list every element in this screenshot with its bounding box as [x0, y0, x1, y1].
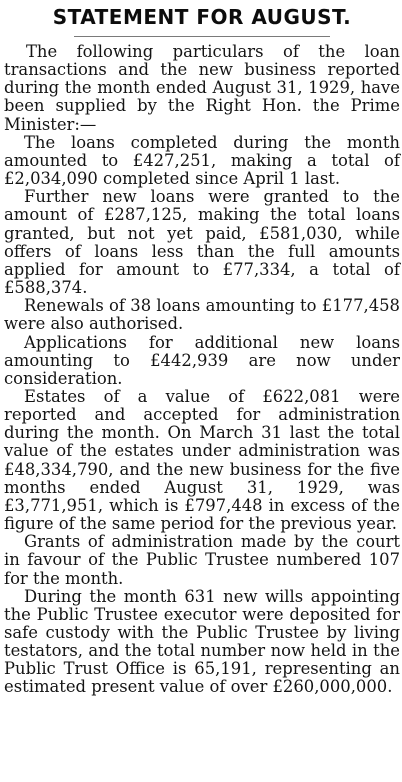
paragraph-renewals: Renewals of 38 loans amounting to £177,458 were also authorised.: [4, 296, 400, 334]
paragraph-wills: During the month 631 new wills appointing the Public Trustee executor were deposited for safe custody with the Public Trustee by living testators, and the total number now held in the Public Trust Office is 65,191, representing an estimated present value of over £260,000,000.: [4, 586, 400, 697]
headline-divider: [74, 36, 330, 37]
paragraph-new-loans: Further new loans were granted to the amount of £287,125, making the total loans granted, but not yet paid, £581,030, while offers of loans less than the full amounts applied for amount to £77,334, a total of £588,374.: [4, 187, 400, 298]
news-article: [4, 0, 400, 782]
paragraph-grants: Grants of administration made by the court in favour of the Public Trustee numbered 107 for the month.: [4, 532, 400, 588]
paragraph-estates: Estates of a value of £622,081 were reported and accepted for administration during the month. On March 31 last the total value of the estates under administration was £48,334,790, and the new business for the five months ended August 31, 1929, was £3,771,951, which is £797,448 in excess of the figure of the same period for the previous year.: [4, 386, 400, 534]
article-body: [4, 43, 400, 697]
paragraph-intro: The following particulars of the loan transactions and the new business reported during the month ended August 31, 1929, have been supplied by the Right Hon. the Prime Minister:—: [4, 42, 400, 134]
article-headline: STATEMENT FOR AUGUST.: [52, 5, 352, 29]
paragraph-loans-completed: The loans completed during the month amounted to £427,251, making a total of £2,034,090 completed since April 1 last.: [4, 132, 400, 189]
paragraph-applications: Applications for additional new loans amounting to £442,939 are now under consideration.: [4, 332, 400, 388]
